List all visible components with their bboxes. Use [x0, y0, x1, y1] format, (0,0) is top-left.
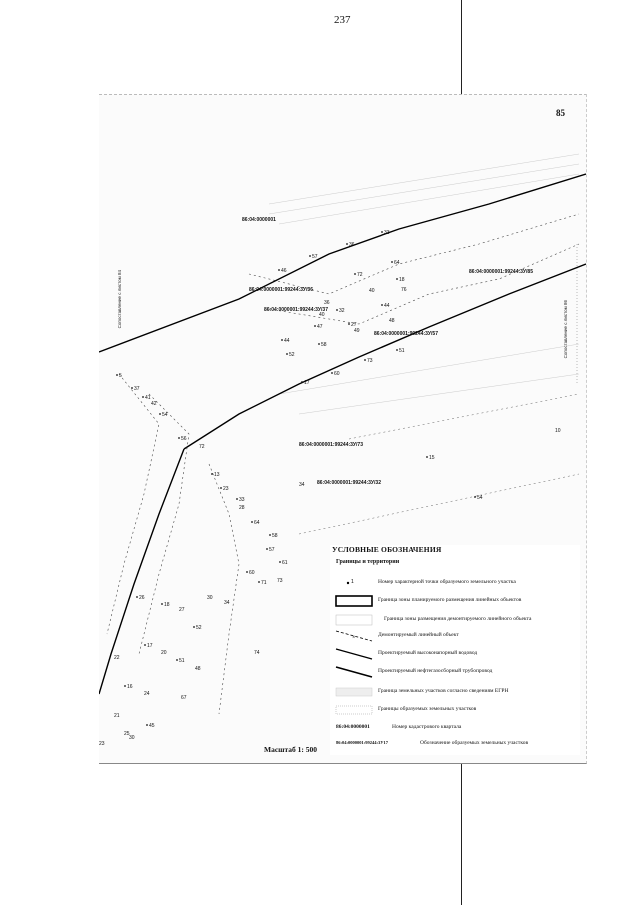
water-pipe-icon — [332, 647, 376, 661]
point-label: 57 — [312, 254, 318, 260]
planned-zone-boundary-upper — [99, 174, 586, 352]
point-label: 22 — [114, 655, 120, 661]
parcel-label-37: 86:04:0000001:99244:3У/37 — [264, 307, 328, 313]
legend-parcel-item — [332, 737, 580, 751]
point-label: 33 — [239, 497, 245, 503]
point-label: 23 — [223, 486, 229, 492]
planned-zone-icon — [332, 594, 376, 608]
legend-item — [332, 685, 580, 699]
point-label: 44 — [284, 338, 290, 344]
point-label: 10 — [555, 428, 561, 434]
dismantled-zone-icon — [332, 613, 376, 627]
legend-item — [332, 703, 580, 717]
point-label: 17 — [147, 643, 153, 649]
point-label: 32 — [339, 308, 345, 314]
legend-quarter-text: Номер кадастрового квартала — [392, 724, 462, 730]
legend-item — [332, 594, 580, 608]
point-label: 73 — [367, 358, 373, 364]
svg-text:×: × — [352, 635, 356, 641]
point-label: 27 — [351, 322, 357, 328]
point-label: 51 — [399, 348, 405, 354]
legend-item — [332, 629, 580, 643]
point-label: 72 — [357, 272, 363, 278]
point-label: 15 — [429, 455, 435, 461]
point-label: 18 — [164, 602, 170, 608]
legend-text: Границы образуемых земельных участков — [378, 706, 477, 712]
point-label: 5 — [119, 373, 122, 379]
hatching — [269, 154, 579, 414]
point-label: 36 — [349, 242, 355, 248]
point-label: 41 — [145, 395, 151, 401]
legend-parcel-text: Обозначение образуемых земельных участков — [420, 740, 529, 746]
parcel-label-32: 86:04:0000001:99244:3У/32 — [317, 480, 381, 486]
point-label: 30 — [129, 735, 135, 741]
parcel-boundary-c — [209, 464, 239, 714]
point-label: 36 — [324, 300, 330, 306]
map-scale: Масштаб 1: 500 — [264, 745, 318, 754]
parcel-label-85: 86:04:0000001:99244:3У/85 — [469, 269, 533, 275]
point-label: 37 — [134, 386, 140, 392]
point-label: 74 — [254, 650, 260, 656]
legend-item — [332, 665, 580, 679]
legend-subtitle: Границы и территории — [336, 559, 400, 565]
point-icon — [332, 576, 376, 590]
planned-zone-boundary-edge — [99, 449, 184, 694]
point-label: 40 — [319, 312, 325, 318]
parcel-boundary-b — [139, 394, 189, 654]
point-label: 58 — [272, 533, 278, 539]
point-label: 27 — [179, 607, 185, 613]
point-label: 73 — [277, 578, 283, 584]
parcel-boundary-a — [107, 374, 159, 634]
point-label: 33 — [384, 230, 390, 236]
point-label: 45 — [149, 723, 155, 729]
point-label: 60 — [334, 371, 340, 377]
legend-quarter-item — [332, 721, 580, 735]
point-label: 25 — [124, 731, 130, 737]
point-label: 21 — [114, 713, 120, 719]
point-label: 46 — [281, 268, 287, 274]
binding-line-top — [461, 0, 462, 100]
point-label: 30 — [207, 595, 213, 601]
legend-parcel-example: 86:04:0000001:99244:3У17 — [336, 740, 389, 745]
dismantled-object-icon — [332, 629, 376, 643]
map-legend — [330, 545, 580, 755]
point-label: 61 — [282, 560, 288, 566]
point-label: 18 — [399, 277, 405, 283]
point-label: 47 — [317, 324, 323, 330]
sheet-number: 85 — [556, 108, 565, 118]
legend-item — [332, 647, 580, 661]
egrn-boundary-icon — [332, 685, 376, 699]
point-label: 48 — [195, 666, 201, 672]
parcel-label-36: 86:04:0000001:99244:3У/36 — [249, 287, 313, 293]
svg-text:1: 1 — [351, 579, 354, 585]
point-label: 44 — [384, 303, 390, 309]
point-label: 17 — [304, 380, 310, 386]
page-number: 237 — [334, 14, 351, 26]
point-label: 20 — [161, 650, 167, 656]
point-label: 56 — [181, 436, 187, 442]
point-label: 49 — [354, 328, 360, 334]
point-label: 54 — [162, 412, 168, 418]
point-label: 34 — [299, 482, 305, 488]
point-label: 57 — [269, 547, 275, 553]
point-label: 71 — [261, 580, 267, 586]
formed-boundary-icon — [332, 703, 376, 717]
legend-text: Проектируемый нефтегазосборный трубопровод — [378, 668, 493, 674]
point-label: 24 — [144, 691, 150, 697]
parcel-label-73: 86:04:0000001:99244:3У/73 — [299, 442, 363, 448]
legend-text: Граница зоны планируемого размещения линейных объектов — [378, 597, 522, 603]
point-label: 51 — [179, 658, 185, 664]
legend-text: Граница земельных участков согласно сведениям ЕГРН — [378, 688, 509, 694]
point-label: 76 — [401, 287, 407, 293]
legend-quarter-example: 86:04:0000001 — [336, 724, 370, 730]
legend-text: Демонтируемый линейный объект — [378, 632, 459, 638]
point-label: 60 — [249, 570, 255, 576]
legend-item — [332, 576, 580, 590]
point-label: 54 — [477, 495, 483, 501]
point-label: 13 — [214, 472, 220, 478]
point-label: 72 — [199, 444, 205, 450]
point-label: 40 — [369, 288, 375, 294]
legend-item — [332, 613, 580, 627]
oil-pipe-icon — [332, 665, 376, 679]
point-label: 52 — [289, 352, 295, 358]
legend-text: Граница зоны размещения демонтируемого линейного объекта — [384, 616, 532, 622]
planned-zone-boundary-mid — [184, 264, 586, 449]
point-label: 48 — [389, 318, 395, 324]
legend-text: Номер характерной точки образуемого земельного участка — [378, 579, 516, 585]
point-label: 64 — [394, 260, 400, 266]
point-label: 16 — [127, 684, 133, 690]
point-label: 58 — [321, 342, 327, 348]
side-label-right: Сопоставление с листом 86 — [563, 300, 568, 359]
quarter-label: 86:04:0000001 — [242, 217, 276, 223]
side-label-left: Сопоставление с листом 84 — [117, 270, 122, 329]
point-label: 67 — [181, 695, 187, 701]
point-label: 26 — [139, 595, 145, 601]
binding-line-bottom — [461, 760, 462, 905]
point-label: 52 — [196, 625, 202, 631]
point-label: 42 — [151, 401, 157, 407]
point-label: 34 — [224, 600, 230, 606]
parcel-label-57: 86:04:0000001:99244:3У/57 — [374, 331, 438, 337]
legend-text: Проектируемый высоконапорный водовод — [378, 650, 478, 656]
point-label: 23 — [99, 741, 105, 747]
parcel-boundary-g — [349, 394, 579, 439]
point-label: 28 — [239, 505, 245, 511]
legend-title: УСЛОВНЫЕ ОБОЗНАЧЕНИЯ — [332, 545, 442, 554]
point-label: 64 — [254, 520, 260, 526]
